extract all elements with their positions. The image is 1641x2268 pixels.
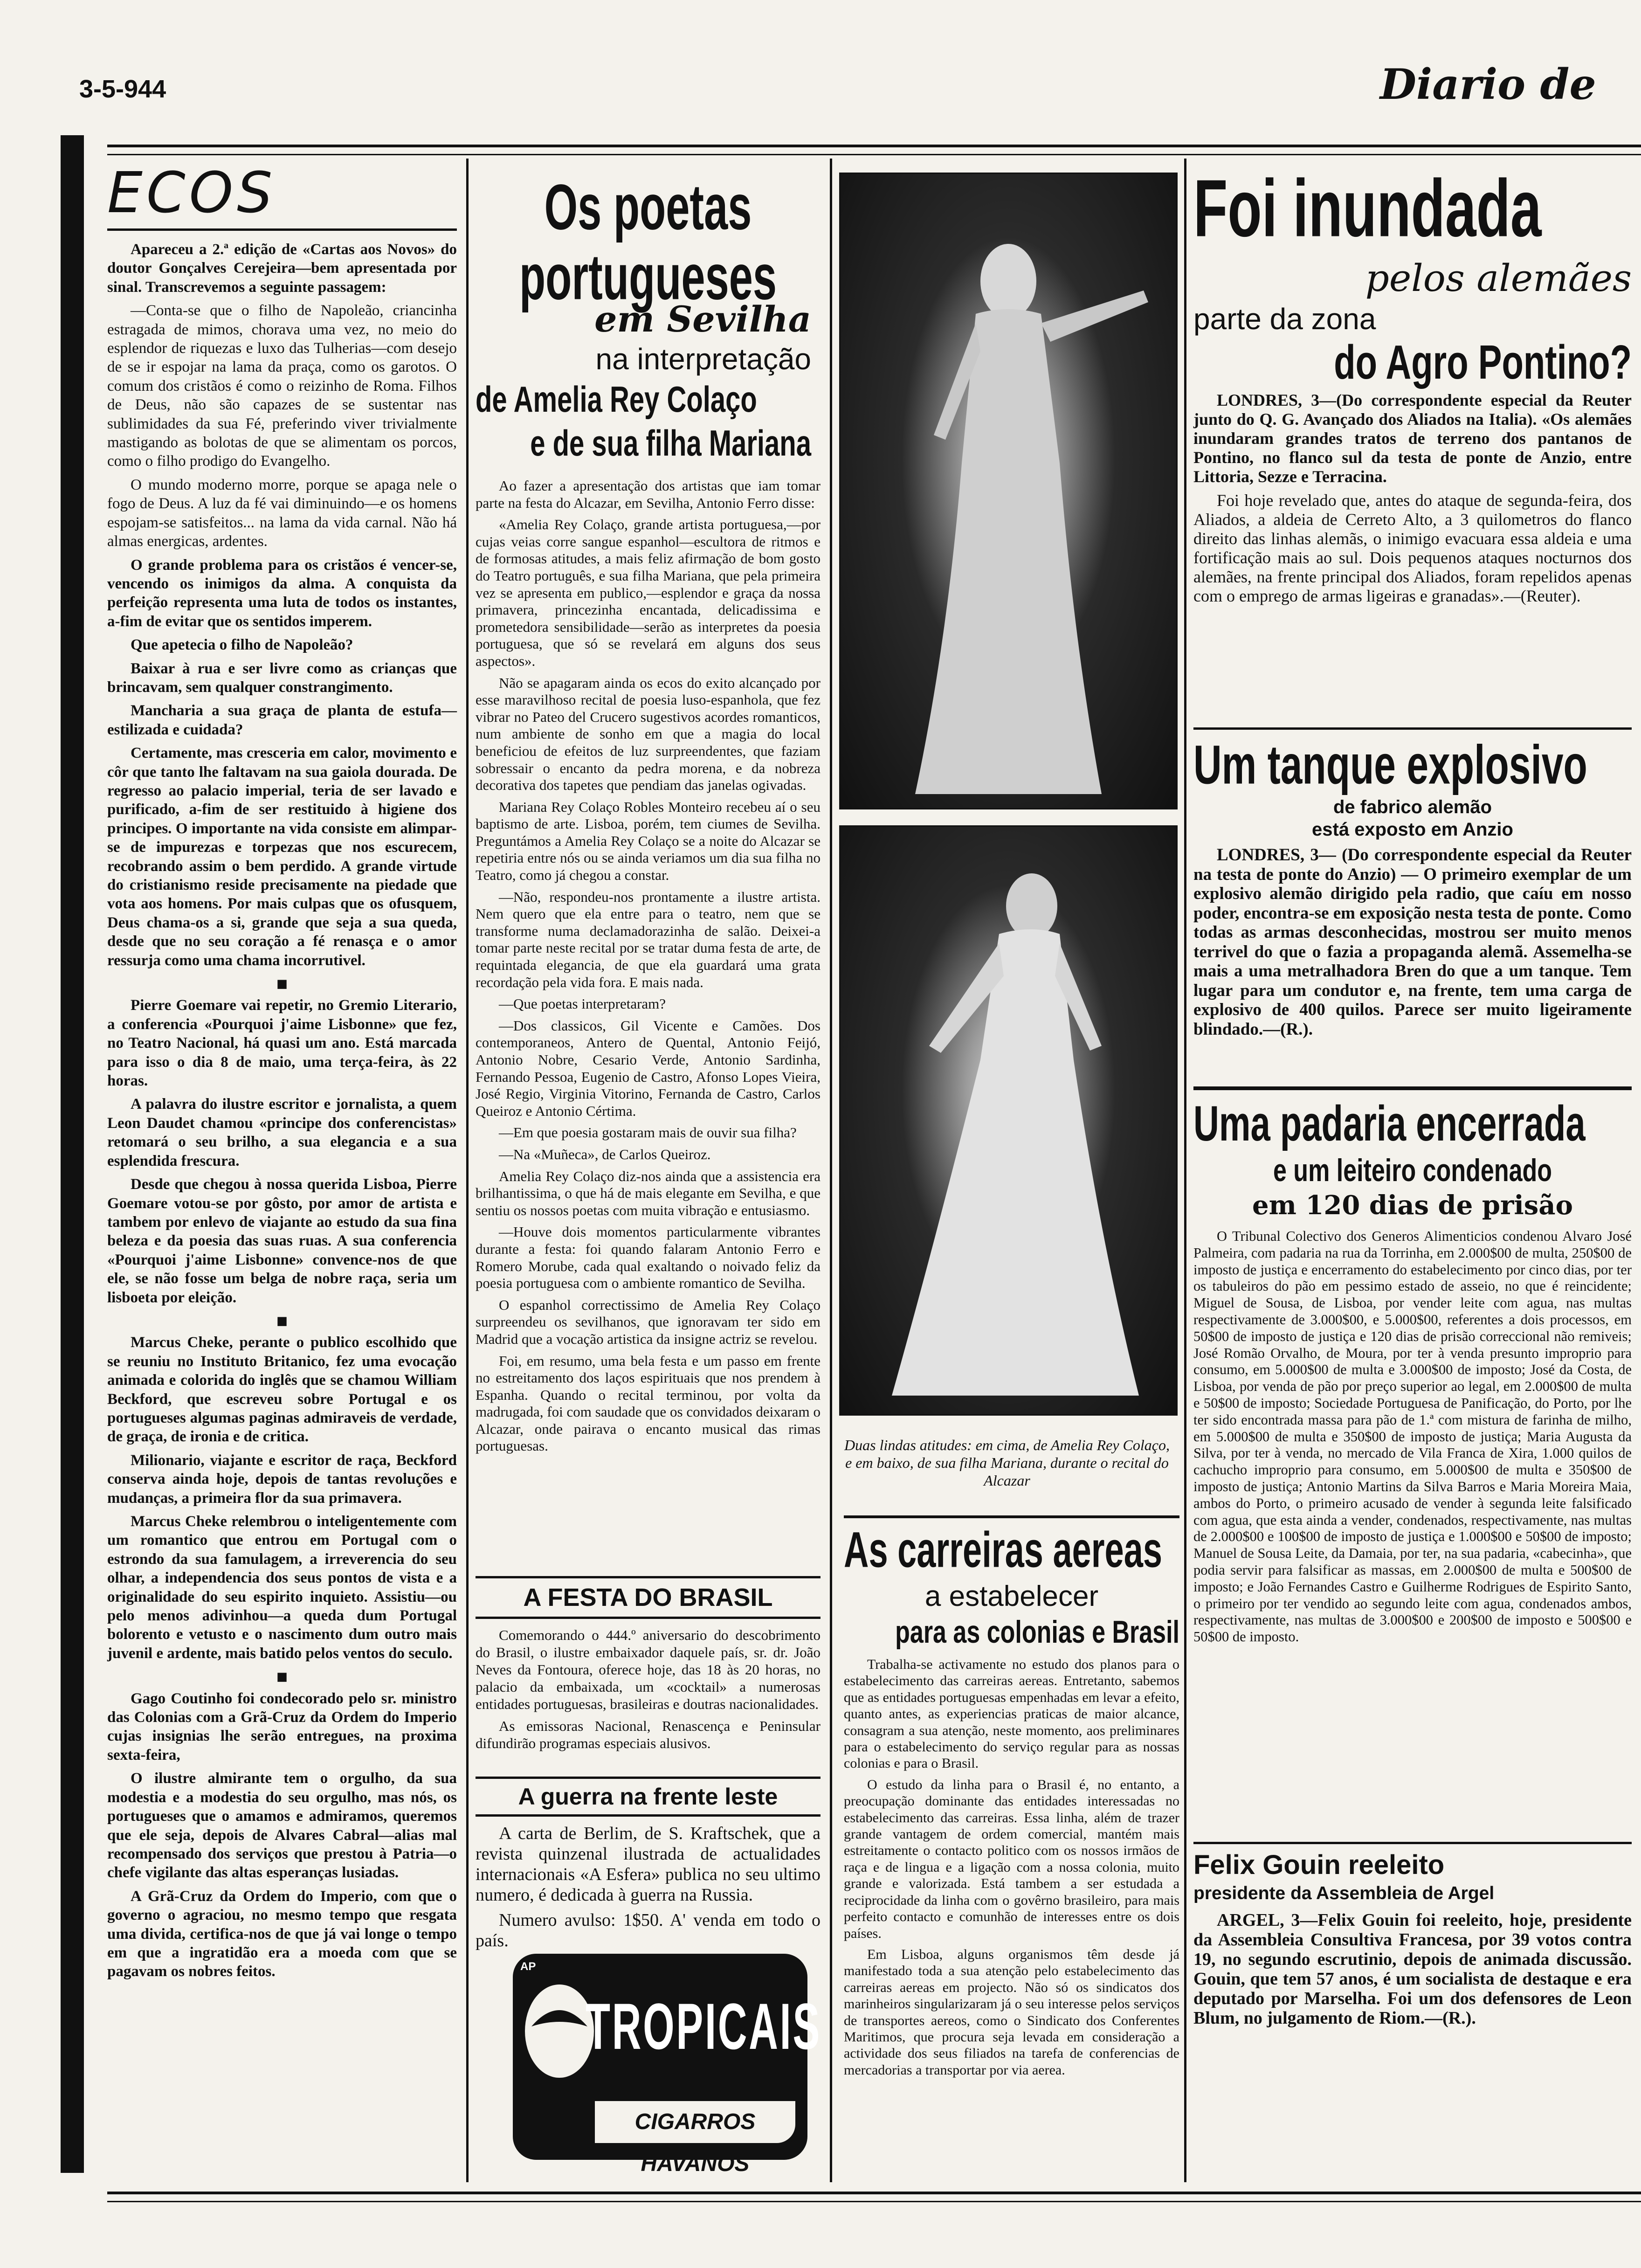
ecos-paragraph: Desde que chegou à nossa querida Lisboa, Pierre Goemare votou-se por gôsto, por amor de artista e tambem por enlevo de viajante ao estudo da sua fina beleza e da poesia das suas ruas. A sua conferencia «Pourquoi j'aime Lisbonne» convence-nos de que ele, se não fosse um belga de nobre raça, seria um lisboeta por eleição. xyxy=(107,1176,457,1306)
ad-tagline: CIGARROS HAVANOS xyxy=(595,2101,795,2143)
ecos-paragraph: Marcus Cheke relembrou o inteligentemente com um romantico que entrou em Portugal com o estrondo da sua famulagem, a irreverencia do seu olhar, a independencia dos seus pontos de vista e a originalidade do seu espirito inquieto. Assistiu—ou pelo menos adivinhou—a queda dum Portugal bolorento e vetusto e o nascimento dum outro mais juvenil e ardente, mais batido pelos ventos do seculo. xyxy=(107,1513,457,1662)
inundada-paragraph: Foi hoje revelado que, antes do ataque de segunda-feira, dos Aliados, a aldeia de Cerreto Alto, a 3 quilometros do flanco direito das linhas alemãs, o inimigo evacuara essa aldeia e uma fortificação mais ao sul. Dois pequenos ataques nocturnos dos alemães, na frente principal dos Aliados, foram repelidos apenas com o emprego de armas ligeiras e granadas».—(Reuter). xyxy=(1193,491,1632,605)
carreiras-body xyxy=(844,1656,1179,2104)
festa-brasil-body xyxy=(476,1626,820,1752)
ecos-title: ECOS xyxy=(107,161,276,226)
photo-mariana xyxy=(839,825,1178,1416)
gouin-body xyxy=(1193,1910,1632,2028)
tanque-section xyxy=(1193,727,1632,1044)
padaria-body xyxy=(1193,1228,1632,1755)
poetas-subtitle: de Amelia Rey Colaço xyxy=(476,379,757,420)
gouin-section xyxy=(1193,1842,1632,2033)
section-separator: ■ xyxy=(276,1310,288,1331)
festa-brasil-paragraph: As emissoras Nacional, Renascença e Peninsular difundirão programas especiais alusivos. xyxy=(476,1718,820,1751)
tropicais-ad xyxy=(513,1954,822,2176)
poetas-title: Os poetas portugueses xyxy=(519,172,777,313)
poetas-paragraph: —Que poetas interpretaram? xyxy=(499,996,666,1012)
ecos-paragraph: —Conta-se que o filho de Napoleão, criancinha estragada de mimos, chorava uma vez, no meio do esplendor de riquezas e luxo das Tulherias—com desejo de se ir espojar na lama da praça, como os garotos. O comum dos cristãos é como o reizinho de Roma. Filhos de Deus, não são capazes de se sustentar nas sublimidades da sua Fé, preferindo viver trivialmente mastigando as bolotas de que se alimentam os porcos, como o filho prodigo do Evangelho. xyxy=(107,302,457,470)
tanque-subtitle: de fabrico alemão xyxy=(1333,797,1492,817)
ecos-body xyxy=(107,240,457,2217)
page-date: 3-5-944 xyxy=(79,75,166,103)
ecos-section xyxy=(107,163,457,2217)
ecos-paragraph: Milionario, viajante e escritor de raça, Beckford conserva ainda hoje, depois de tantas revoluções e mudanças, a primeira flor da sua primavera. xyxy=(107,1452,457,1507)
ecos-paragraph: A Grã-Cruz da Ordem do Imperio, com que o governo o agraciou, no mesmo tempo que resgata uma divida, certifica-nos de que já vai longe o tempo em que a ingratidão era a moeda com que se pagavam os nobres feitos. xyxy=(107,1888,457,1980)
ecos-paragraph: O ilustre almirante tem o orgulho, da sua modestia e a modestia do seu orgulho, mas nós, os portugueses que o amamos e admiramos, queremos que ele seja, depois de Alvares Cabral—alias mal recompensado dos serviços que prestou à Patria—o chefe vigilante das altas esperanças lusiadas. xyxy=(107,1770,457,1881)
inundada-subtitle: parte da zona xyxy=(1193,302,1376,336)
section-separator: ■ xyxy=(276,1666,288,1687)
inundada-section xyxy=(1193,163,1632,610)
ecos-paragraph: Certamente, mas cresceria em calor, movimento e côr que tanto lhe faltavam na sua gaiola dourada. De regresso ao palacio imperial, teria de ser lavado e purificado, a-fim de ser restituido à higiene dos principes. O importante na vida consiste em alimpar-se de impurezas e torpezas que nos escurecem, recobrando assim o bem perdido. A grande virtude do cristianismo reside precisamente na piedade que vota aos homens. Por mais culpas que os ofusquem, Deus chama-os a si, grande que seja a sua queda, desde que no seu coração a fé renasça e o amor ressurja como uma chama incorrutivel. xyxy=(107,745,457,969)
guerra-leste-paragraph: A carta de Berlim, de S. Kraftschek, que a revista quinzenal ilustrada de actualidades internacionais «A Esfera» publica no seu ultimo numero, é dedicada à guerra na Russia. xyxy=(476,1824,820,1905)
poetas-paragraph: —Em que poesia gostaram mais de ouvir sua filha? xyxy=(499,1124,797,1141)
tanque-subtitle: está exposto em Anzio xyxy=(1312,819,1513,840)
ad-badge: AP xyxy=(520,1960,536,1973)
section-separator: ■ xyxy=(276,973,288,995)
poetas-subtitle: e de sua filha Mariana xyxy=(530,422,811,464)
poetas-paragraph: —Houve dois momentos particularmente vibrantes durante a festa: foi quando falaram Antonio Ferro e Romero Morube, cada qual exaltando o noivado feliz da poesia portuguesa com o ambiente romantico de Sevilha. xyxy=(476,1224,820,1292)
poetas-paragraph: Mariana Rey Colaço Robles Monteiro recebeu aí o seu baptismo de arte. Lisboa, porém, tem ciumes de Sevilha. Preguntámos a Amelia Rey Colaço se a noite do Alcazar se repetiria entre nós ou se ainda veriamos um dia sua filha no Teatro, como já chegou a constar. xyxy=(476,798,820,884)
column-divider xyxy=(1184,159,1186,2182)
ecos-paragraph: Apareceu a 2.ª edição de «Cartas aos Novos» do doutor Gonçalves Cerejeira—bem apresentada por sinal. Transcrevemos a seguinte passagem: xyxy=(107,241,457,296)
poetas-paragraph: —Dos classicos, Gil Vicente e Camões. Dos contemporaneos, Antero de Quental, Antonio Feijó, Antonio Nobre, Cesario Verde, Antonio Sardinha, Fernando Pessoa, Eugenio de Castro, Afonso Lopes Vieira, José Regio, Virginia Vitorino, Fernanda de Castro, Carlos Queiroz e Antonio Cértima. xyxy=(476,1017,820,1119)
column-divider xyxy=(830,159,832,2182)
festa-brasil-title: A FESTA DO BRASIL xyxy=(476,1576,820,1619)
guerra-leste-section xyxy=(476,1777,820,1956)
bottom-rule xyxy=(107,2192,1641,2202)
ecos-paragraph: O grande problema para os cristãos é vencer-se, vencendo os inimigos da alma. A conquista da perfeição representa uma luta de todos os instantes, a-fim de evitar que os sentidos imperem. xyxy=(107,556,457,630)
poetas-paragraph: Foi, em resumo, uma bela festa e um passo em frente no estreitamento dos laços espirituais que nos prendem à Espanha. Quando o recital terminou, por volta da madrugada, foi com saudade que os convidados deixaram o Alcazar, onde pairava o encanto musical das rimas portuguesas. xyxy=(476,1352,820,1454)
poetas-paragraph: Amelia Rey Colaço diz-nos ainda que a assistencia era brilhantissima, o que há de mais elegante em Sevilha, e que sentiu os nossos poetas com muita vibração e entusiasmo. xyxy=(476,1168,820,1218)
carreiras-subtitle: a estabelecer xyxy=(924,1580,1099,1612)
guerra-leste-paragraph: Numero avulso: 1$50. A' venda em todo o país. xyxy=(476,1910,820,1950)
inundada-paragraph: LONDRES, 3—(Do correspondente especial da Reuter junto do Q. G. Avançado dos Aliados na Italia). «Os alemães inundaram grandes tratos de terreno dos pantanos de Pontino, no flanco sul da testa de ponte de Anzio, entre Littoria, Sezze e Terracina. xyxy=(1193,391,1632,486)
ecos-paragraph: Marcus Cheke, perante o publico escolhido que se reuniu no Instituto Britanico, fez uma evocação animada e colorida do inglês que se chamou William Beckford, que escreveu sobre Portugal e os portugueses algumas paginas admiraveis de verdade, de graça, de ironia e de critica. xyxy=(107,1334,457,1445)
ecos-paragraph: Mancharia a sua graça de planta de estufa—estilizada e cuidada? xyxy=(107,702,457,738)
carreiras-section xyxy=(844,1515,1179,2104)
poetas-section xyxy=(476,173,820,1778)
padaria-paragraph: O Tribunal Colectivo dos Generos Alimenticios condenou Alvaro José Palmeira, com padaria na rua da Torrinha, em 2.000$00 de multa, 250$00 de imposto de justiça e encerramento do estabelecimento por cinco dias, por ter os tabuleiros do pão em pessimo estado de asseio, no que é reincidente; Miguel de Sousa, de Lisboa, por vender leite com agua, nas multas respectivamente de 3.000$00, e 5.000$00, referentes a dois processos, em 50$00 de imposto de justiça e 120 dias de prisão correccional não remiveis; José Romão Orvalho, de Moura, por ter à venda presunto improprio para consumo, em 5.000$00 de multa e 3.000$00 de imposto; José da Costa, de Lisboa, por venda de pão por preço superior ao legal, em 2.000$00 de multa e 50$00 de imposto; Sociedade Portuguesa de Panificação, do Porto, por lhe ter sido encontrada massa para pão de 1.ª com mistura de farinha de milho, em 5.000$00 de multa e 350$00 de imposto de justiça; Maria Augusta da Silva, por ter à venda, no mercado de Vila Franca de Xira, 1.000 quilos de cachucho improprio para consumo, em 5.000$00 de multa e 350$00 de imposto de justiça; Antonio Martins da Silva Barros e Maria Moreira Maia, ambos do Porto, o primeiro acusado de vender à segunda leite falsificado com agua, que esta ainda a vender, condenados, respectivamente, nas multas de 2.000$00 e 100$00 de imposto de justiça e 1.000$00 e 50$00 de imposto; Manuel de Sousa Leite, da Damaia, por ter, na sua padaria, «cabecinha», que podia servir para falsificar as massas, em 2.000$00 de multa e 500$00 de imposto; e João Fernandes Castro e Guilherme Rodrigues de Espirito Santo, o primeiro por ter vendido ao segundo leite com agua, condenados ambos, respectivamente, nas multas de 3.000$00 e 200$00 de imposto e 500$00 e 50$00 de imposto. xyxy=(1193,1228,1632,1645)
ad-brand: TROPICAIS xyxy=(586,1990,822,2063)
padaria-title: Uma padaria encerrada xyxy=(1193,1096,1586,1152)
inundada-body xyxy=(1193,391,1632,606)
poetas-paragraph: O espanhol correctissimo de Amelia Rey Colaço surpreendeu os sevilhanos, que ignoravam ter sido em Madrid que a vocação artistica da insigne actriz se revelou. xyxy=(476,1296,820,1347)
poetas-paragraph: —Não, respondeu-nos prontamente a ilustre artista. Nem quero que ela entre para o teatro, nem que se transforme numa declamadorazinha de salão. Deixei-a tomar parte neste recital por se tratar duma festa de arte, de requintada elegancia, de que ela guardará uma grata recordação pela vida fora. E mais nada. xyxy=(476,888,820,990)
photo-caption: Duas lindas atitudes: em cima, de Amelia Rey Colaço, e em baixo, de sua filha Mariana, durante o recital do Alcazar xyxy=(844,1437,1170,1489)
tanque-body xyxy=(1193,845,1632,1039)
gouin-title: Felix Gouin reeleito xyxy=(1193,1850,1445,1880)
padaria-subtitle: e um leiteiro condenado xyxy=(1273,1153,1552,1189)
carreiras-paragraph: Trabalha-se activamente no estudo dos planos para o estabelecimento das carreiras aereas. Entretanto, sabemos que as entidades portuguesas empenhadas em levar a efeito, quanto antes, as experiencias praticas de maior alcance, consagram a sua atenção, neste momento, aos preliminares para o estabelecimento do serviço regular para as nossas colonias e para o Brasil. xyxy=(844,1657,1179,1771)
top-rule xyxy=(107,145,1641,155)
inundada-subtitle: pelos alemães xyxy=(1365,256,1632,300)
gouin-paragraph: ARGEL, 3—Felix Gouin foi reeleito, hoje, presidente da Assembleia Consultiva Francesa, por 39 votos contra 19, no segundo escrutinio, depois de animada discussão. Gouin, que tem 57 anos, é um socialista de destaque e era deputado por Marselha. Foi um dos defensores de Leon Blum, no julgamento de Riom.—(R.). xyxy=(1193,1910,1632,2028)
photo-figure-image xyxy=(841,174,1176,808)
inundada-subtitle: do Agro Pontino? xyxy=(1334,335,1632,389)
tanque-paragraph: LONDRES, 3— (Do correspondente especial da Reuter na testa de ponte do Anzio) — O primeiro exemplar de um explosivo alemão dirigido pela radio, que caíu em nosso poder, encontra-se em exposição nesta testa de ponte. Como todas as armas desconhecidas, mostrou ser muito menos terrivel do que o fazia a propaganda alemã. Assemelha-se mais a uma metralhadora Bren do que a um tanque. Tem lugar para um condutor e, na frente, tem uma carga de explosivo de 400 quilos. Parece ser muito ligeiramente blindado.—(R.). xyxy=(1193,845,1632,1039)
poetas-paragraph: «Amelia Rey Colaço, grande artista portuguesa,—por cujas veias corre sangue espanhol—escultora de ritmos e de formosas atitudes, a mais feliz afirmação de bom gosto do Teatro português, e sua filha Mariana, que pela primeira vez se apresenta em publico,—esplendor e graça da nossa primavera, princezinha encantada, delicadissima e prometedora sensibilidade—serão as interpretes da poesia portuguesa, que só se revelará em alguns dos seus aspectos». xyxy=(476,516,820,669)
festa-brasil-paragraph: Comemorando o 444.º aniversario do descobrimento do Brasil, o ilustre embaixador daquele país, sr. dr. João Neves da Fontoura, oferece hoje, das 18 às 20 horas, no palacio da embaixada, um «cocktail» a numerosas entidades portuguesas, brasileiras e doutras nacionalidades. xyxy=(476,1627,820,1712)
poetas-paragraph: Não se apagaram ainda os ecos do exito alcançado por esse maravilhoso recital de poesia luso-espanhola, que fez vibrar no Pateo del Crucero sugestivos acordes romanticos, num ambiente de sonho em que a magia do local beneficiou de efeitos de luz surpreendentes, que faziam sobressair o encanto da pedra morena, e da nobreza decorativa dos tapetes que pendiam das janelas ogivadas. xyxy=(476,674,820,794)
guerra-leste-body xyxy=(476,1823,820,1951)
left-edge-bar xyxy=(61,135,84,2173)
column-divider xyxy=(466,159,469,2182)
photo-figure-image xyxy=(841,827,1176,1414)
carreiras-paragraph: Em Lisboa, alguns organismos têm desde já manifestado toda a sua atenção pelo estabelecimento das carreiras aereas em projecto. Não só os sindicatos dos marinheiros singularizaram já o seu interesse pelos serviços de transportes aereos, como o Sindicato dos Conferentes Maritimos, que procura seja levada em consideração a actividade dos seus filiados na tarefa de conferencias de mercadorias a transportar por via aerea. xyxy=(844,1946,1179,2078)
carreiras-subtitle: para as colonias e Brasil xyxy=(895,1615,1179,1650)
newspaper-name: Diario de xyxy=(1380,60,1596,109)
carreiras-title: As carreiras aereas xyxy=(844,1521,1163,1578)
festa-brasil-section xyxy=(476,1576,820,1756)
ecos-paragraph: Que apetecia o filho de Napoleão? xyxy=(131,636,353,654)
ecos-paragraph: O mundo moderno morre, porque se apaga nele o fogo de Deus. A luz da fé vai diminuindo—e os homens espojam-se satisfeitos... na lama da vida carnal. Não há almas energicas, ardentes. xyxy=(107,476,457,550)
ecos-paragraph: Gago Coutinho foi condecorado pelo sr. ministro das Colonias com a Grã-Cruz da Ordem do Imperio cujas insignias lhe serão entregues, na proxima sexta-feira, xyxy=(107,1690,457,1763)
tanque-title: Um tanque explosivo xyxy=(1193,734,1587,795)
gouin-subtitle: presidente da Assembleia de Argel xyxy=(1193,1883,1495,1903)
poetas-paragraph: —Na «Muñeca», de Carlos Queiroz. xyxy=(499,1146,711,1162)
ecos-paragraph: Baixar à rua e ser livre como as crianças que brincavam, sem qualquer constrangimento. xyxy=(107,660,457,696)
carreiras-paragraph: O estudo da linha para o Brasil é, no entanto, a preocupação dominante das entidades interessadas no estabelecimento das carreiras. Essa linha, além de trazer grande vantagem de ordem comercial, mantém mais estreitamente o contacto politico com os nossos irmãos de raça e de lingua e a ligação com a nossa colonia, muito grande e valorizada. Está tambem a ser estudada a reciprocidade da linha com o govêrno brasileiro, para mais perfeito contacto e comunhão de interesses entre os dois países. xyxy=(844,1777,1179,1941)
poetas-paragraph: Ao fazer a apresentação dos artistas que iam tomar parte na festa do Alcazar, em Sevilha, Antonio Ferro disse: xyxy=(476,477,820,511)
inundada-title: Foi inundada xyxy=(1193,163,1542,254)
photo-amelia xyxy=(839,173,1178,809)
poetas-subtitle: na interpretação xyxy=(595,342,811,376)
guerra-leste-title: A guerra na frente leste xyxy=(476,1777,820,1817)
ecos-paragraph: A palavra do ilustre escritor e jornalista, a quem Leon Daudet chamou «principe dos conferencistas» retomará o seu brilho, a sua elegancia e a sua esplendida frescura. xyxy=(107,1096,457,1169)
padaria-section xyxy=(1193,1086,1632,1755)
ecos-paragraph: Pierre Goemare vai repetir, no Gremio Literario, a conferencia «Pourquoi j'aime Lisbonne» que fez, no Teatro Nacional, há quasi um ano. Está marcada para isso o dia 8 de maio, uma terça-feira, às 22 horas. xyxy=(107,997,457,1090)
poetas-subtitle: em Sevilha xyxy=(594,298,811,340)
padaria-subtitle: em 120 dias de prisão xyxy=(1252,1190,1573,1221)
